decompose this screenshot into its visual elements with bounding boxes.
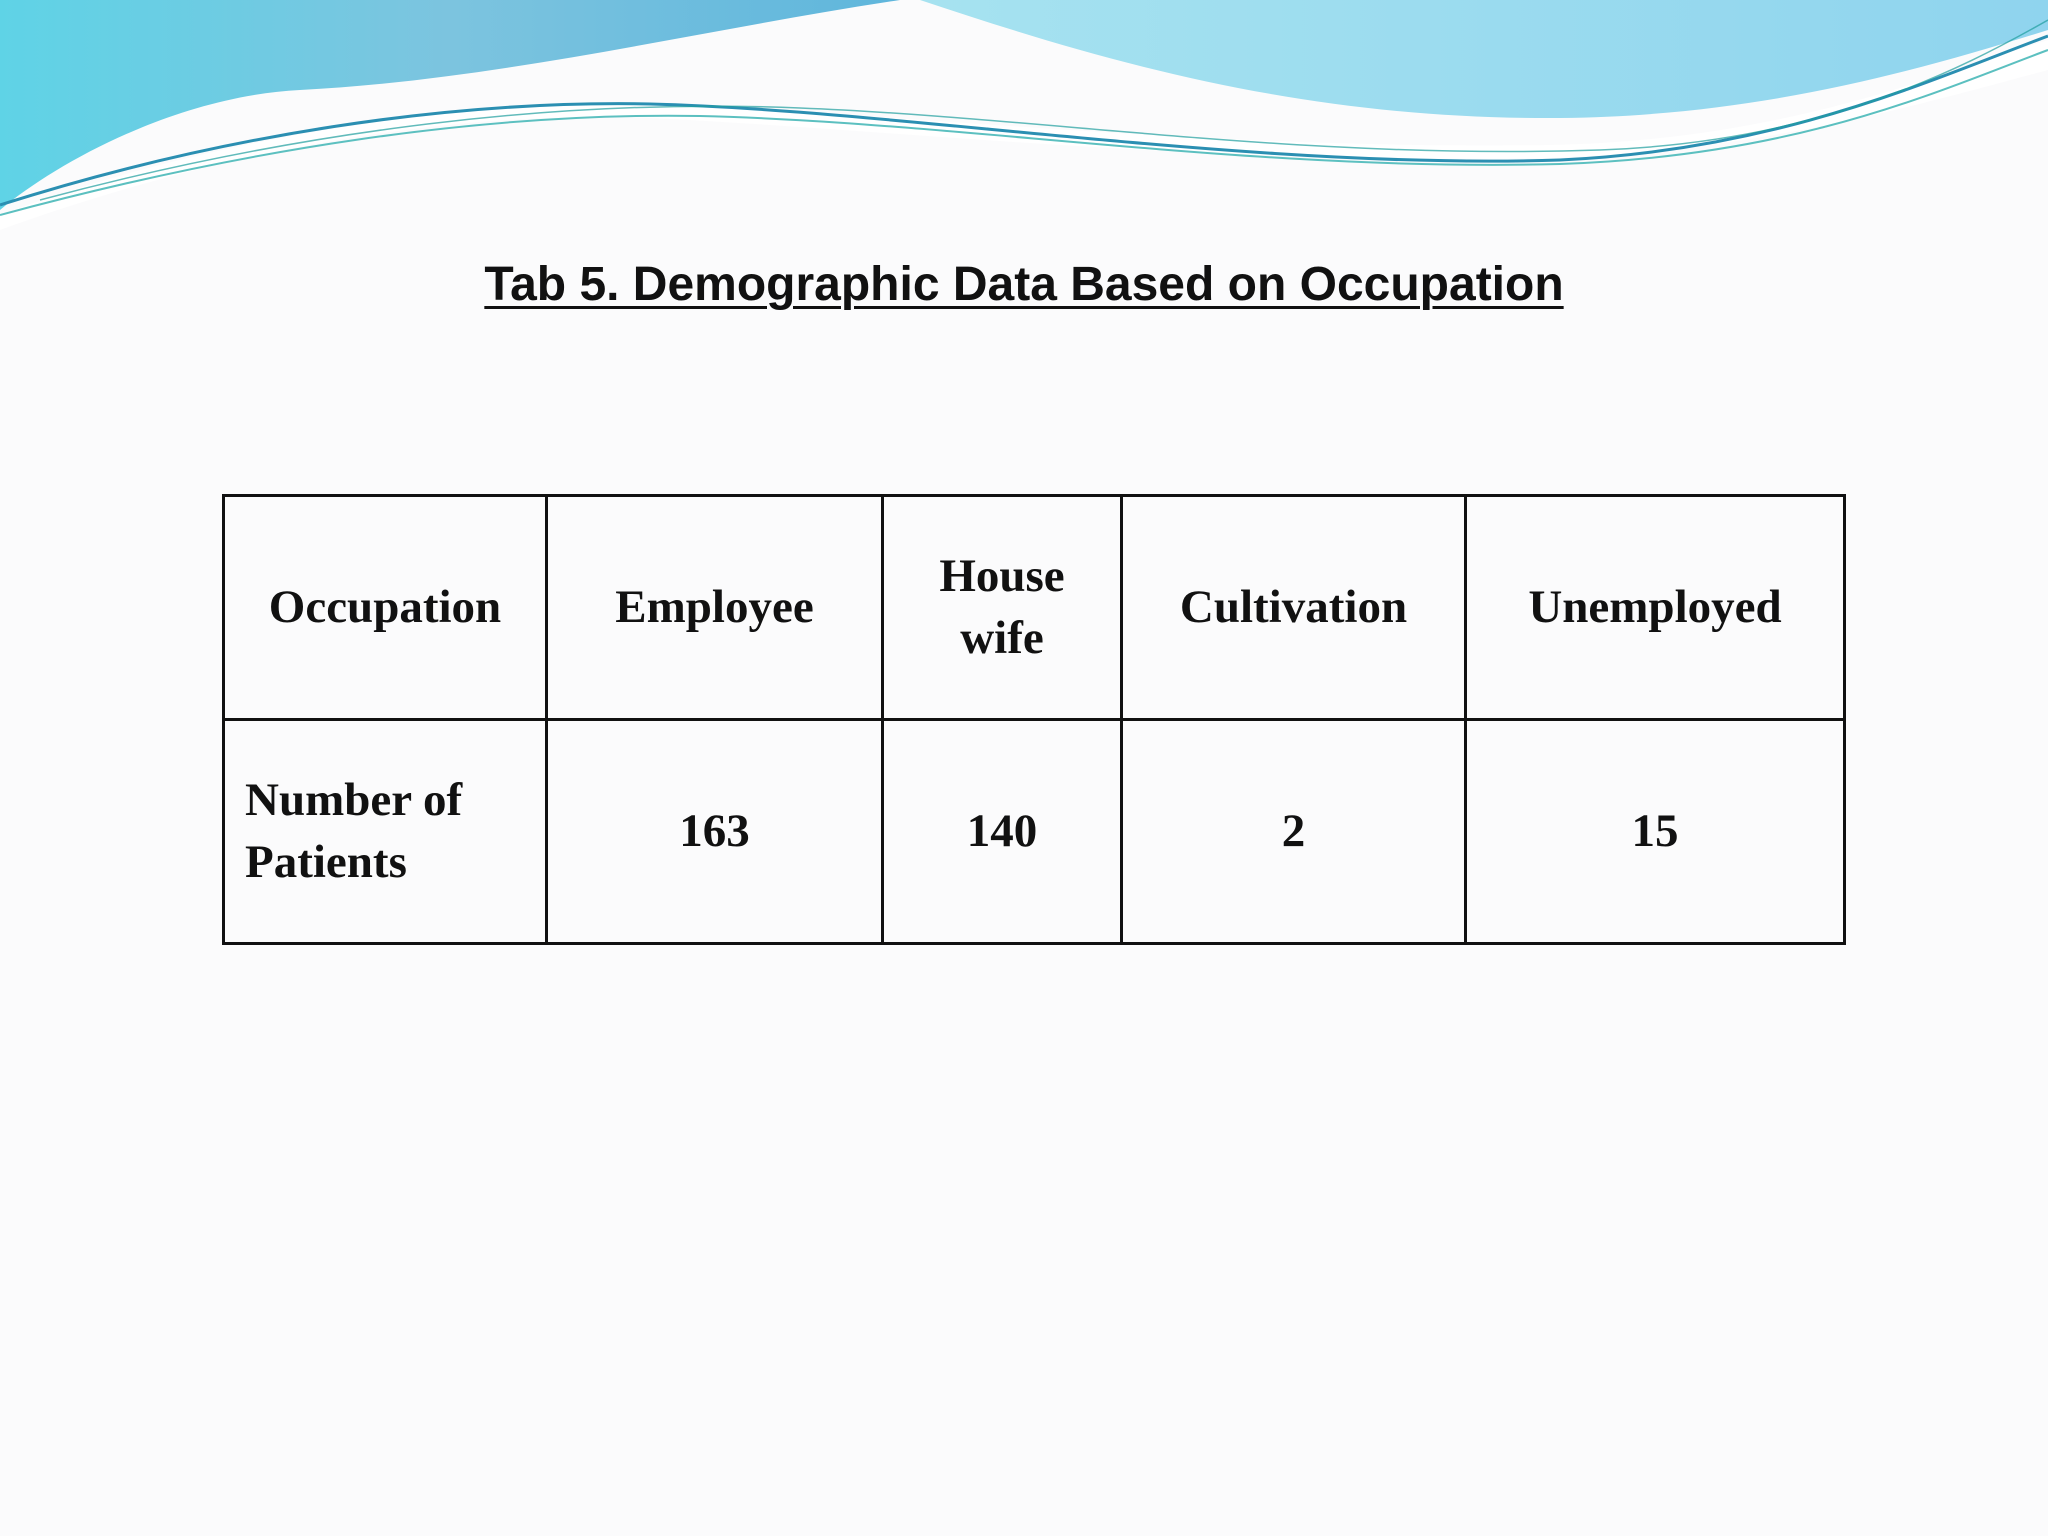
table-header-row xyxy=(224,496,1845,720)
slide-title xyxy=(0,256,2048,314)
slide-title-text: Tab 5. Demographic Data Based on Occupation xyxy=(484,258,1564,311)
table-cell: 140 xyxy=(883,720,1122,944)
table-cell: 163 xyxy=(547,720,883,944)
table-cell: Cultivation xyxy=(1122,496,1466,720)
table-cell: House wife xyxy=(883,496,1122,720)
table-cell: 15 xyxy=(1466,720,1845,944)
table-cell: Employee xyxy=(547,496,883,720)
table-cell: 2 xyxy=(1122,720,1466,944)
occupation-table xyxy=(222,494,1846,945)
table-row xyxy=(224,720,1845,944)
table-cell: Unemployed xyxy=(1466,496,1845,720)
table-cell: Occupation xyxy=(224,496,547,720)
table-cell: Number of Patients xyxy=(224,720,547,944)
decorative-wave-banner xyxy=(0,0,2048,240)
